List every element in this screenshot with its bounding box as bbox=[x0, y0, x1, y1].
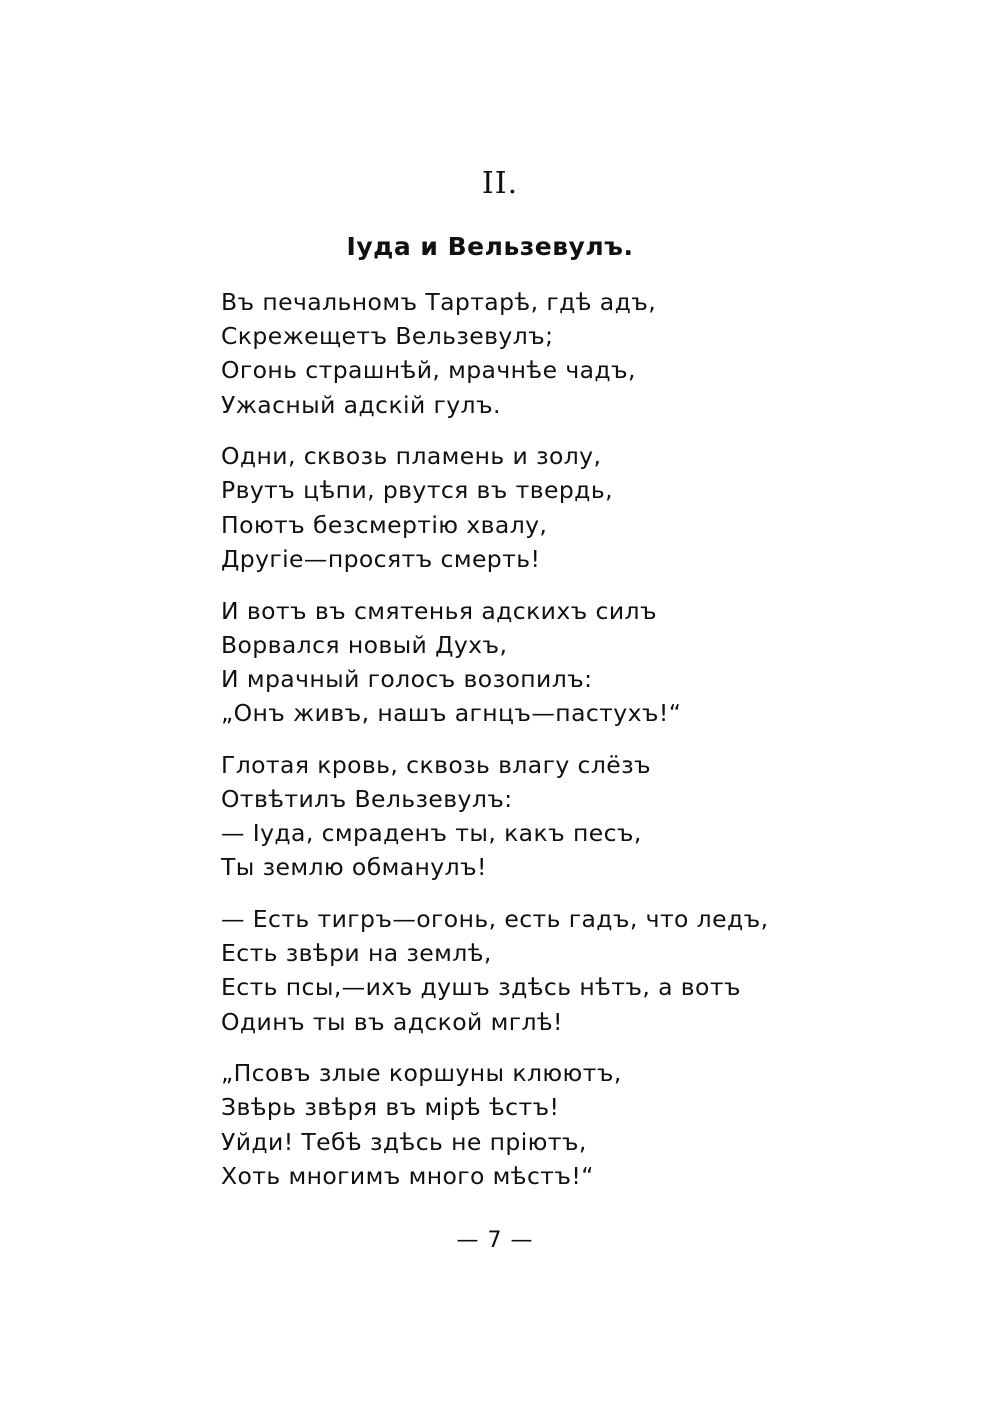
poem-line: Рвутъ цѣпи, рвутся въ твердь, bbox=[221, 476, 613, 505]
poem-line: Уйди! Тебѣ здѣсь не пріютъ, bbox=[221, 1127, 587, 1156]
poem-line: Скрежещетъ Вельзевулъ; bbox=[221, 322, 554, 351]
poem-line: Другіе—просятъ смерть! bbox=[221, 544, 541, 573]
stanza bbox=[221, 1056, 861, 1193]
poem-line: „Псовъ злые коршуны клюютъ, bbox=[221, 1059, 622, 1088]
stanza bbox=[221, 439, 861, 576]
poem-line: Отвѣтилъ Вельзевулъ: bbox=[221, 784, 513, 813]
stanza bbox=[221, 594, 861, 731]
poem-title: Іуда и Вельзевулъ. bbox=[346, 232, 634, 261]
poem-line: — Іуда, смраденъ ты, какъ песъ, bbox=[221, 819, 642, 848]
poem-line: — Есть тигръ—огонь, есть гадъ, что ледъ, bbox=[221, 905, 769, 933]
poem-line: Есть псы,—ихъ душъ здѣсь нѣтъ, а вотъ bbox=[221, 973, 741, 1002]
poem-line: „Онъ живъ, нашъ агнцъ—пастухъ!“ bbox=[221, 699, 682, 728]
poem-line: Ты землю обманулъ! bbox=[221, 853, 487, 882]
page-number: — 7 — bbox=[456, 1228, 534, 1253]
poem-line: Одинъ ты въ адской мглѣ! bbox=[221, 1007, 563, 1036]
poem-line: И мрачный голосъ возопилъ: bbox=[221, 664, 593, 693]
stanza bbox=[221, 902, 861, 1039]
poem-line: Звѣрь звѣря въ мірѣ ѣстъ! bbox=[221, 1093, 560, 1122]
poem-line: Ворвался новый Духъ, bbox=[221, 630, 508, 659]
poem-body bbox=[221, 285, 861, 1211]
poem-line: Хоть многимъ много мѣстъ!“ bbox=[221, 1161, 594, 1190]
poem-line: И вотъ въ смятенья адскихъ силъ bbox=[221, 596, 657, 625]
poem-line: Глотая кровь, сквозь влагу слёзъ bbox=[221, 750, 652, 779]
poem-line: Ужасный адскій гулъ. bbox=[221, 390, 501, 419]
poem-line: Поютъ безсмертію хвалу, bbox=[221, 510, 548, 539]
poem-line: Въ печальномъ Тартарѣ, гдѣ адъ, bbox=[221, 288, 657, 316]
poem-line: Одни, сквозь пламень и золу, bbox=[221, 442, 602, 471]
poem-line: Огонь страшнѣй, мрачнѣе чадъ, bbox=[221, 356, 636, 385]
poem-line: Есть звѣри на землѣ, bbox=[221, 939, 492, 968]
stanza bbox=[221, 748, 861, 885]
stanza bbox=[221, 285, 861, 422]
chapter-number: II. bbox=[481, 166, 519, 201]
